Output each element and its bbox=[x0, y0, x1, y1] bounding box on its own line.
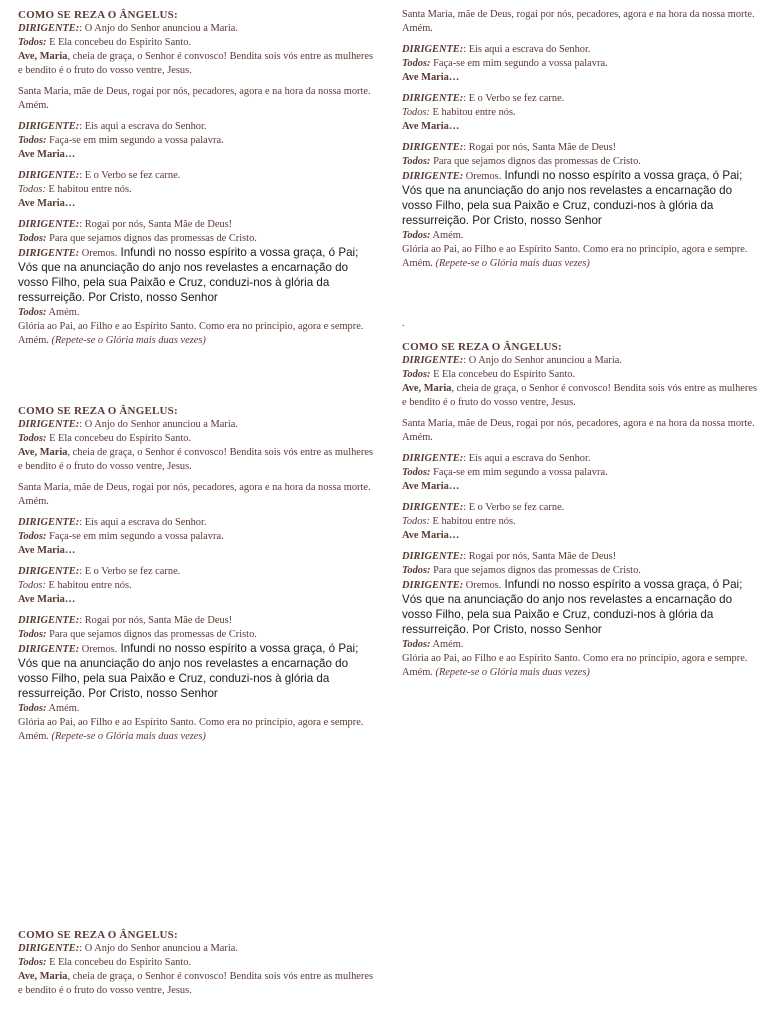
ave-maria-short: Ave Maria… bbox=[402, 481, 460, 492]
ave-maria-short: Ave Maria… bbox=[18, 198, 76, 209]
ave-maria-paragraph bbox=[18, 50, 373, 78]
todos-line-4 bbox=[18, 232, 373, 246]
dirigente-text: : O Anjo do Senhor anunciou a Maria. bbox=[79, 23, 238, 34]
todos-line-2 bbox=[402, 466, 757, 480]
dirigente-text: : O Anjo do Senhor anunciou a Maria. bbox=[463, 355, 622, 366]
todos-label: Todos: bbox=[18, 433, 47, 444]
todos-line-3 bbox=[402, 106, 757, 120]
todos-line-2 bbox=[18, 134, 373, 148]
ave-maria-paragraph bbox=[18, 970, 373, 998]
block-title: COMO SE REZA O ÂNGELUS: bbox=[18, 929, 178, 941]
dirigente-line-1 bbox=[18, 22, 373, 36]
amem-text: Amém. bbox=[430, 639, 464, 650]
dirigente-label: DIRIGENTE: bbox=[18, 248, 80, 259]
dirigente-label: DIRIGENTE: bbox=[18, 23, 80, 34]
prayer-block-2 bbox=[18, 404, 373, 751]
dirigente-text: : E o Verbo se fez carne. bbox=[463, 502, 565, 513]
todos-text: Para que sejamos dignos das promessas de Cristo. bbox=[46, 233, 257, 244]
todos-line-1 bbox=[18, 956, 373, 970]
todos-label: Todos: bbox=[402, 565, 431, 576]
dirigente-line-4 bbox=[402, 550, 757, 564]
dirigente-label: DIRIGENTE: bbox=[402, 355, 464, 366]
prayer-block-4 bbox=[402, 340, 757, 687]
todos-line-4 bbox=[18, 628, 373, 642]
dirigente-line-3 bbox=[18, 565, 373, 579]
todos-line-1 bbox=[402, 368, 757, 382]
todos-text: Faça-se em mim segundo a vossa palavra. bbox=[430, 467, 608, 478]
todos-line-1 bbox=[18, 36, 373, 50]
todos-text: Faça-se em mim segundo a vossa palavra. bbox=[46, 135, 224, 146]
block-title: COMO SE REZA O ÂNGELUS: bbox=[18, 405, 178, 417]
dirigente-text: : Rogai por nós, Santa Mãe de Deus! bbox=[463, 551, 617, 562]
stray-mark: . bbox=[402, 318, 405, 329]
ave-maria-paragraph bbox=[402, 382, 757, 410]
dirigente-line-2 bbox=[18, 516, 373, 530]
dirigente-line-3 bbox=[402, 501, 757, 515]
todos-label: Todos: bbox=[402, 107, 430, 118]
ave-maria-short: Ave Maria… bbox=[18, 594, 76, 605]
gloria-text: Glória ao Pai, ao Filho e ao Espírito Santo. Como era no princípio, agora e sempre. Amém. bbox=[18, 321, 364, 346]
ave-maria-short: Ave Maria… bbox=[402, 530, 460, 541]
ave-maria-text: , cheia de graça, o Senhor é convosco! Bendita sois vós entre as mulheres e bendito é o fruto do vosso ventre, Jesus. bbox=[402, 383, 757, 408]
ave-maria-short: Ave Maria… bbox=[18, 545, 76, 556]
todos-text: Para que sejamos dignos das promessas de Cristo. bbox=[430, 565, 641, 576]
oremos-text: Infundi no nosso espírito a vossa graça, ó Pai; Vós que na anunciação do anjo nos revelastes a encarnação do vosso Filho, pela sua Paixão e Cruz, conduzi-nos à glória da ressurreição. Por Cristo, nosso Senhor bbox=[402, 578, 743, 636]
repete-note: (Repete-se o Glória mais duas vezes) bbox=[435, 667, 590, 678]
oremos-paragraph bbox=[402, 578, 757, 638]
dirigente-label: DIRIGENTE: bbox=[402, 551, 464, 562]
dirigente-line-2 bbox=[18, 120, 373, 134]
dirigente-label: DIRIGENTE: bbox=[18, 121, 80, 132]
todos-line-4 bbox=[402, 564, 757, 578]
amem-text: Amém. bbox=[46, 307, 80, 318]
dirigente-label: DIRIGENTE: bbox=[402, 171, 464, 182]
prayer-block-1 bbox=[18, 8, 373, 355]
ave-maria-short: Ave Maria… bbox=[18, 149, 76, 160]
dirigente-label: DIRIGENTE: bbox=[402, 502, 464, 513]
dirigente-text: : Eis aqui a escrava do Senhor. bbox=[79, 121, 207, 132]
oremos-paragraph bbox=[18, 246, 373, 306]
todos-label: Todos: bbox=[18, 135, 47, 146]
dirigente-text: : E o Verbo se fez carne. bbox=[79, 566, 181, 577]
ave-maria-short: Ave Maria… bbox=[402, 121, 460, 132]
todos-line-3 bbox=[402, 515, 757, 529]
dirigente-text: : Eis aqui a escrava do Senhor. bbox=[79, 517, 207, 528]
dirigente-label: DIRIGENTE: bbox=[18, 644, 80, 655]
dirigente-text: : Rogai por nós, Santa Mãe de Deus! bbox=[79, 219, 233, 230]
todos-text: E habitou entre nós. bbox=[429, 107, 516, 118]
todos-label: Todos: bbox=[18, 531, 47, 542]
ave-maria-short: Ave Maria… bbox=[402, 72, 460, 83]
oremos-label: Oremos. bbox=[79, 248, 118, 259]
todos-line-2 bbox=[18, 530, 373, 544]
todos-label: Todos: bbox=[402, 369, 431, 380]
amem-text: Amém. bbox=[46, 703, 80, 714]
dirigente-label: DIRIGENTE: bbox=[18, 615, 80, 626]
amem-line bbox=[18, 702, 373, 716]
todos-text: E habitou entre nós. bbox=[429, 516, 516, 527]
ave-maria-label: Ave, Maria bbox=[18, 447, 68, 458]
gloria-text: Glória ao Pai, ao Filho e ao Espírito Santo. Como era no princípio, agora e sempre. Amém. bbox=[402, 244, 748, 269]
dirigente-line-3 bbox=[18, 169, 373, 183]
amem-text: Amém. bbox=[430, 230, 464, 241]
oremos-paragraph bbox=[402, 169, 757, 229]
dirigente-text: : Rogai por nós, Santa Mãe de Deus! bbox=[463, 142, 617, 153]
dirigente-text: : E o Verbo se fez carne. bbox=[79, 170, 181, 181]
dirigente-text: : E o Verbo se fez carne. bbox=[463, 93, 565, 104]
todos-text: Faça-se em mim segundo a vossa palavra. bbox=[46, 531, 224, 542]
oremos-text: Infundi no nosso espírito a vossa graça, ó Pai; Vós que na anunciação do anjo nos revelastes a encarnação do vosso Filho, pela sua Paixão e Cruz, conduzi-nos à glória da ressurreição. Por Cristo, nosso Senhor bbox=[18, 642, 359, 700]
dirigente-text: : Eis aqui a escrava do Senhor. bbox=[463, 453, 591, 464]
oremos-paragraph bbox=[18, 642, 373, 702]
todos-text: E habitou entre nós. bbox=[45, 184, 132, 195]
todos-line-2 bbox=[402, 57, 757, 71]
dirigente-line-2 bbox=[402, 43, 757, 57]
todos-label: Todos: bbox=[18, 184, 46, 195]
todos-text: E habitou entre nós. bbox=[45, 580, 132, 591]
dirigente-label: DIRIGENTE: bbox=[402, 44, 464, 55]
ave-maria-label: Ave, Maria bbox=[18, 971, 68, 982]
todos-label: Todos: bbox=[18, 307, 47, 318]
dirigente-text: : O Anjo do Senhor anunciou a Maria. bbox=[79, 943, 238, 954]
dirigente-label: DIRIGENTE: bbox=[18, 517, 80, 528]
dirigente-label: DIRIGENTE: bbox=[18, 219, 80, 230]
repete-note: (Repete-se o Glória mais duas vezes) bbox=[51, 335, 206, 346]
dirigente-line-1 bbox=[18, 942, 373, 956]
dirigente-line-1 bbox=[18, 418, 373, 432]
todos-line-3 bbox=[18, 183, 373, 197]
ave-maria-label: Ave, Maria bbox=[402, 383, 452, 394]
todos-label: Todos: bbox=[18, 629, 47, 640]
todos-label: Todos: bbox=[402, 156, 431, 167]
ave-maria-paragraph bbox=[18, 446, 373, 474]
todos-line-3 bbox=[18, 579, 373, 593]
dirigente-line-1 bbox=[402, 354, 757, 368]
todos-label: Todos: bbox=[18, 233, 47, 244]
ave-maria-text: , cheia de graça, o Senhor é convosco! Bendita sois vós entre as mulheres e bendito é o fruto do vosso ventre, Jesus. bbox=[18, 51, 373, 76]
todos-text: Para que sejamos dignos das promessas de Cristo. bbox=[430, 156, 641, 167]
repete-note: (Repete-se o Glória mais duas vezes) bbox=[51, 731, 206, 742]
dirigente-text: : O Anjo do Senhor anunciou a Maria. bbox=[79, 419, 238, 430]
todos-label: Todos: bbox=[18, 703, 47, 714]
todos-label: Todos: bbox=[402, 58, 431, 69]
todos-text: E Ela concebeu do Espírito Santo. bbox=[46, 37, 192, 48]
todos-line-4 bbox=[402, 155, 757, 169]
oremos-label: Oremos. bbox=[463, 580, 502, 591]
dirigente-line-4 bbox=[18, 218, 373, 232]
todos-label: Todos: bbox=[18, 957, 47, 968]
dirigente-label: DIRIGENTE: bbox=[402, 93, 464, 104]
todos-label: Todos: bbox=[402, 467, 431, 478]
ave-maria-text: , cheia de graça, o Senhor é convosco! Bendita sois vós entre as mulheres e bendito é o fruto do vosso ventre, Jesus. bbox=[18, 971, 373, 996]
dirigente-label: DIRIGENTE: bbox=[18, 566, 80, 577]
dirigente-line-4 bbox=[402, 141, 757, 155]
todos-label: Todos: bbox=[402, 230, 431, 241]
todos-text: Para que sejamos dignos das promessas de Cristo. bbox=[46, 629, 257, 640]
dirigente-text: : Rogai por nós, Santa Mãe de Deus! bbox=[79, 615, 233, 626]
block-title: COMO SE REZA O ÂNGELUS: bbox=[18, 9, 178, 21]
amem-line bbox=[18, 306, 373, 320]
repete-note: (Repete-se o Glória mais duas vezes) bbox=[435, 258, 590, 269]
oremos-label: Oremos. bbox=[79, 644, 118, 655]
santa-maria-paragraph: Santa Maria, mãe de Deus, rogai por nós, pecadores, agora e na hora da nossa morte. Amém. bbox=[18, 482, 371, 507]
todos-text: E Ela concebeu do Espírito Santo. bbox=[46, 433, 192, 444]
prayer-block-3 bbox=[18, 928, 373, 1005]
gloria-text: Glória ao Pai, ao Filho e ao Espírito Santo. Como era no princípio, agora e sempre. Amém. bbox=[402, 653, 748, 678]
ave-maria-label: Ave, Maria bbox=[18, 51, 68, 62]
dirigente-line-2 bbox=[402, 452, 757, 466]
dirigente-label: DIRIGENTE: bbox=[18, 170, 80, 181]
dirigente-label: DIRIGENTE: bbox=[402, 142, 464, 153]
santa-maria-paragraph: Santa Maria, mãe de Deus, rogai por nós, pecadores, agora e na hora da nossa morte. Amém. bbox=[18, 86, 371, 111]
ave-maria-text: , cheia de graça, o Senhor é convosco! Bendita sois vós entre as mulheres e bendito é o fruto do vosso ventre, Jesus. bbox=[18, 447, 373, 472]
dirigente-label: DIRIGENTE: bbox=[402, 453, 464, 464]
dirigente-line-3 bbox=[402, 92, 757, 106]
todos-text: E Ela concebeu do Espírito Santo. bbox=[430, 369, 576, 380]
todos-text: Faça-se em mim segundo a vossa palavra. bbox=[430, 58, 608, 69]
todos-label: Todos: bbox=[18, 37, 47, 48]
oremos-text: Infundi no nosso espírito a vossa graça, ó Pai; Vós que na anunciação do anjo nos revelastes a encarnação do vosso Filho, pela sua Paixão e Cruz, conduzi-nos à glória da ressurreição. Por Cristo, nosso Senhor bbox=[402, 169, 743, 227]
dirigente-label: DIRIGENTE: bbox=[402, 580, 464, 591]
todos-label: Todos: bbox=[402, 639, 431, 650]
santa-maria-paragraph: Santa Maria, mãe de Deus, rogai por nós, pecadores, agora e na hora da nossa morte. Amém. bbox=[402, 9, 755, 34]
gloria-paragraph bbox=[402, 652, 757, 680]
amem-line bbox=[402, 638, 757, 652]
prayer-block-continuation bbox=[402, 8, 757, 278]
gloria-paragraph bbox=[402, 243, 757, 271]
dirigente-label: DIRIGENTE: bbox=[18, 419, 80, 430]
gloria-paragraph bbox=[18, 716, 373, 744]
dirigente-line-4 bbox=[18, 614, 373, 628]
todos-text: E Ela concebeu do Espírito Santo. bbox=[46, 957, 192, 968]
todos-line-1 bbox=[18, 432, 373, 446]
oremos-text: Infundi no nosso espírito a vossa graça, ó Pai; Vós que na anunciação do anjo nos revelastes a encarnação do vosso Filho, pela sua Paixão e Cruz, conduzi-nos à glória da ressurreição. Por Cristo, nosso Senhor bbox=[18, 246, 359, 304]
block-title: COMO SE REZA O ÂNGELUS: bbox=[402, 341, 562, 353]
gloria-text: Glória ao Pai, ao Filho e ao Espírito Santo. Como era no princípio, agora e sempre. Amém. bbox=[18, 717, 364, 742]
santa-maria-paragraph: Santa Maria, mãe de Deus, rogai por nós, pecadores, agora e na hora da nossa morte. Amém. bbox=[402, 418, 755, 443]
todos-label: Todos: bbox=[18, 580, 46, 591]
amem-line bbox=[402, 229, 757, 243]
dirigente-label: DIRIGENTE: bbox=[18, 943, 80, 954]
todos-label: Todos: bbox=[402, 516, 430, 527]
gloria-paragraph bbox=[18, 320, 373, 348]
oremos-label: Oremos. bbox=[463, 171, 502, 182]
dirigente-text: : Eis aqui a escrava do Senhor. bbox=[463, 44, 591, 55]
